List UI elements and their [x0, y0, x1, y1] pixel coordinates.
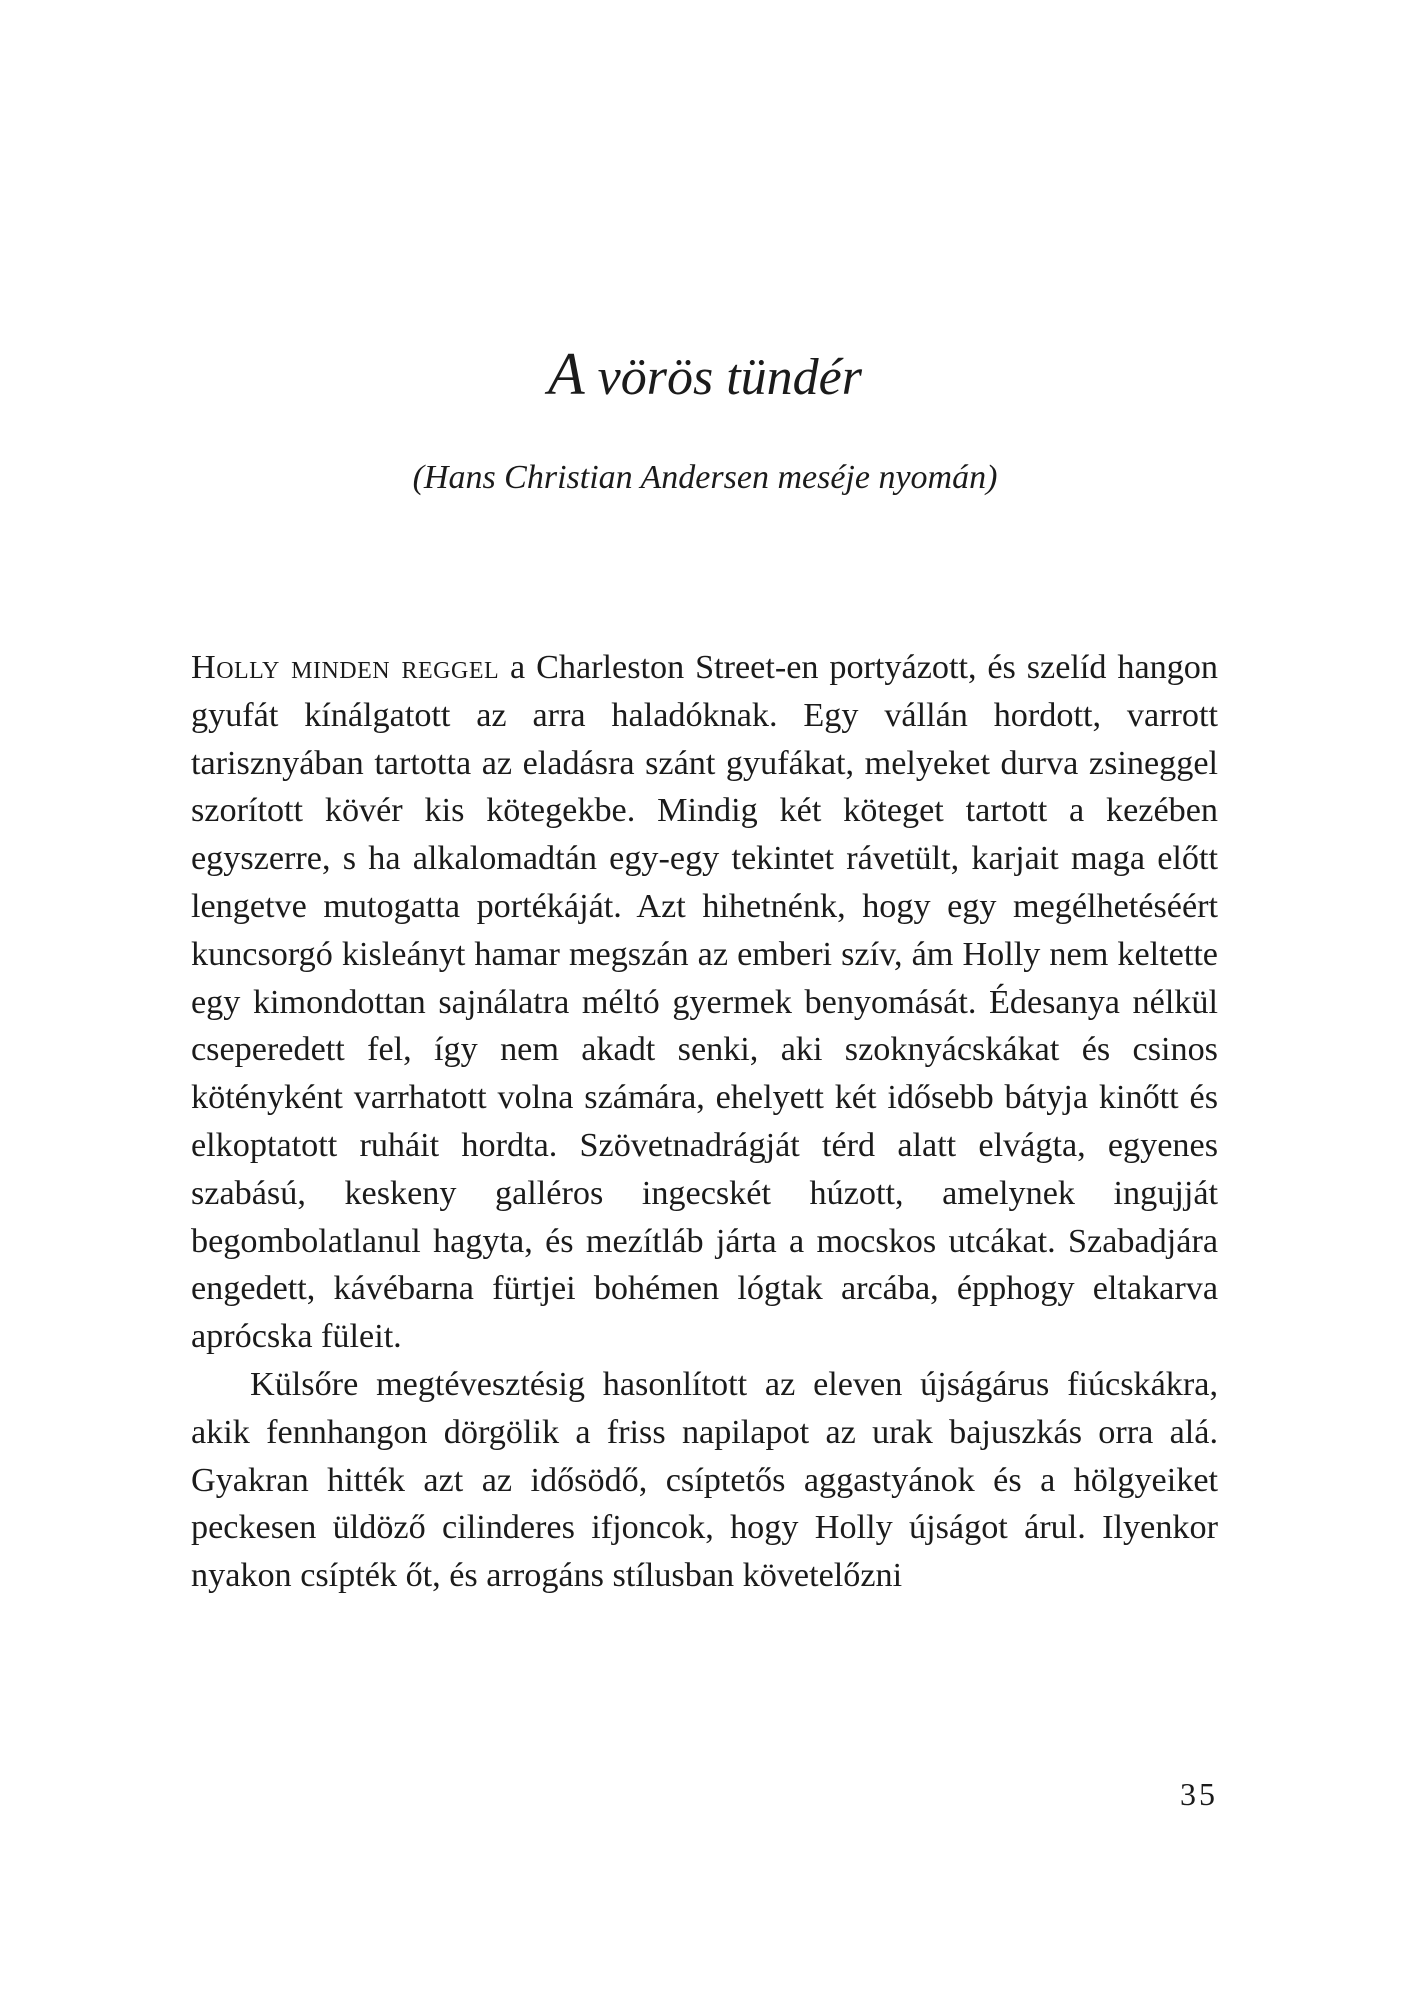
- chapter-body: [191, 644, 1218, 1600]
- paragraph-lead-smallcaps: Holly minden reggel: [191, 649, 500, 686]
- chapter-title: [0, 338, 1410, 410]
- chapter-title-rest: vörös tündér: [584, 349, 862, 406]
- chapter-subtitle: (Hans Christian Andersen meséje nyomán): [412, 459, 998, 496]
- chapter-title-initial: A: [548, 341, 585, 407]
- paragraph-1-text: a Charleston Street-en portyázott, és szelíd hangon gyufát kínálgatott az arra haladóknak. Egy vállán hordott, varrott tarisznyában tartotta az eladásra szánt gyufákat, melyeket durva zsineggel szorított kövér kis kötegekbe. Mindig két köteget tartott a kezében egyszerre, s ha alkalomadtán egy-egy tekintet rávetült, karjait maga előtt lengetve mutogatta portékáját. Azt hihetnénk, hogy egy megélhetéséért kuncsorgó kisleányt hamar megszán az emberi szív, ám Holly nem keltette egy kimondottan sajnálatra méltó gyermek benyomását. Édesanya nélkül cseperedett fel, így nem akadt senki, aki szoknyácskákat és csinos kötényként varrhatott volna számára, ehelyett két idősebb bátyja kinőtt és elkoptatott ruháit hordta. Szövetnadrágját térd alatt elvágta, egyenes szabású, keskeny galléros ingecskét húzott, amelynek ingujját begombolatlanul hagyta, és mezítláb járta a mocskos utcákat. Szabadjára engedett, kávébarna fürtjei bohémen lógtak arcába, épphogy eltakarva aprócska füleit.: [191, 649, 1218, 1356]
- paragraph-2: Külsőre megtévesztésig hasonlított az eleven újságárus fiúcskákra, akik fennhangon dörgölik a friss napilapot az urak bajuszkás orra alá. Gyakran hitték azt az idősödő, csíptetős aggastyánok és a hölgyeiket peckesen üldöző cilinderes ifjoncok, hogy Holly újságot árul. Ilyenkor nyakon csípték őt, és arrogáns stílusban követelőzni: [191, 1365, 1218, 1595]
- page-number: 35: [1180, 1776, 1218, 1812]
- paragraph-1: [191, 644, 1218, 1361]
